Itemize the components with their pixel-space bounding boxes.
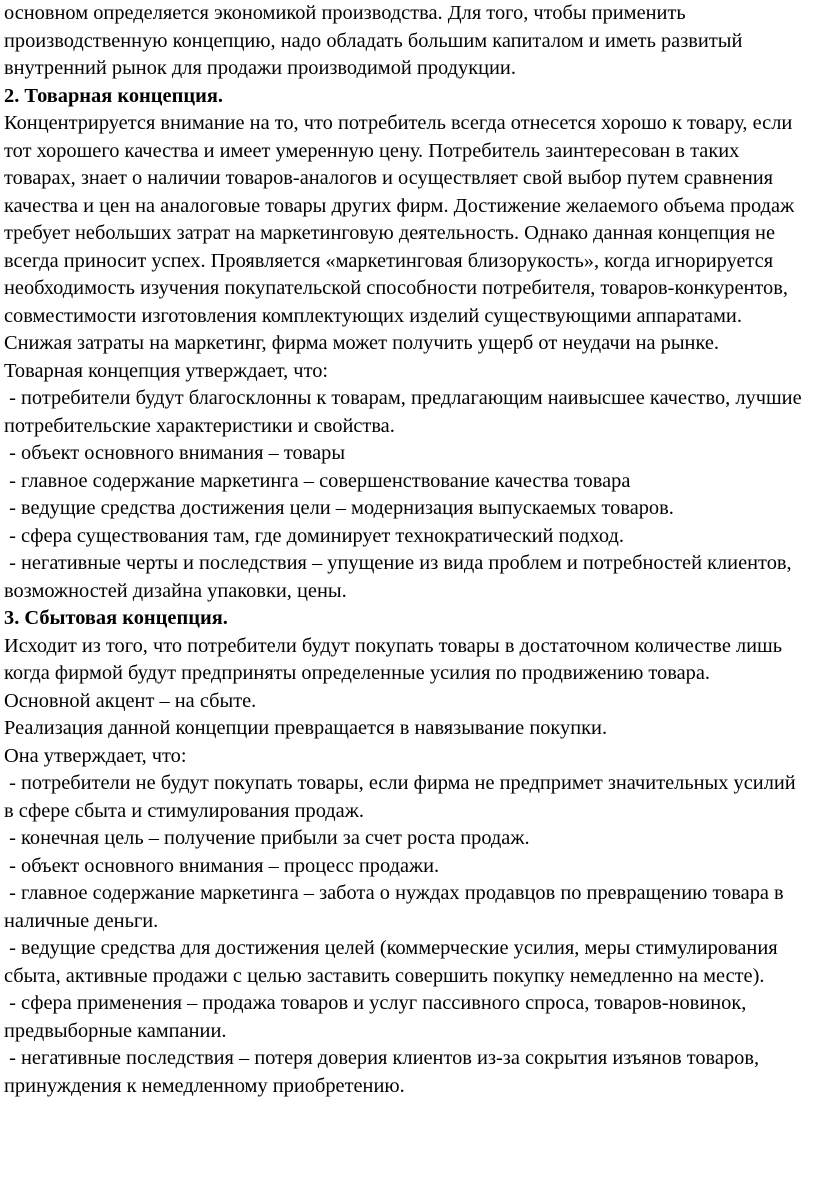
list-item: - негативные последствия – потеря доверия клиентов из-за сокрытия изъянов товаров, принуждения к немедленному приобретению. [4,1047,765,1097]
section-paragraph: Исходит из того, что потребители будут покупать товары в достаточном количестве лишь когда фирмой будут предприняты определенные усилия по продвижению товара. [4,634,783,684]
list-item: - ведущие средства для достижения целей (коммерческие усилия, меры стимулирования сбыта, активные продажи с целью заставить совершить покупку немедленно на месте). [4,937,783,987]
list-item: - главное содержание маркетинга – совершенствование качества товара [4,469,631,492]
list-item: - ведущие средства достижения цели – модернизация выпускаемых товаров. [4,497,674,519]
list-item: - объект основного внимания – процесс продажи. [4,854,440,877]
list-item: - главное содержание маркетинга – забота о нуждах продавцов по превращению товара в наличные деньги. [4,882,789,932]
section-heading: 3. Сбытовая концепция. [4,607,228,629]
section-paragraph: Концентрируется внимание на то, что потребитель всегда отнесется хорошо к товару, если тот хорошего качества и имеет умеренную цену. Потребитель заинтересован в таких товарах, знает о наличии товаров-аналогов и осуществляет свой выбор путем сравнения качества и цен на аналоговые товары других фирм. Достижение желаемого объема продаж требует небольших затрат на маркетинговую деятельность. Однако данная концепция не всегда приносит успех. Проявляется «маркетинговая близорукость», когда игнорируется необходимость изучения покупательской способности потребителя, товаров-конкурентов, совместимости изготовления комплектующих изделий существующими аппаратами. Снижая затраты на маркетинг, фирма может получить ущерб от неудачи на рынке. [4,112,795,354]
list-item: - сфера существования там, где доминирует технократический подход. [4,524,624,547]
list-item: - конечная цель – получение прибыли за счет роста продаж. [4,827,530,849]
section-heading: 2. Товарная концепция. [4,84,223,107]
section-sales-concept [4,605,810,1100]
intro-paragraph: основном определяется экономикой производства. Для того, чтобы применить производственную концепцию, надо обладать большим капиталом и иметь развитый внутренний рынок для продажи производимой продукции. [4,2,743,79]
section-product-concept [4,83,810,606]
list-item: - потребители будут благосклонны к товарам, предлагающим наивысшее качество, лучшие потребительские характеристики и свойства. [4,387,807,437]
list-item: - объект основного внимания – товары [4,442,346,464]
list-item: - потребители не будут покупать товары, если фирма не предпримет значительных усилий в сфере сбыта и стимулирования продаж. [4,772,801,822]
list-intro: Она утверждает, что: [4,744,187,767]
list-intro: Товарная концепция утверждает, что: [4,359,329,382]
section-line: Реализация данной концепции превращается в навязывание покупки. [4,717,608,739]
list-item: - негативные черты и последствия – упущение из вида проблем и потребностей клиентов, возможностей дизайна упаковки, цены. [4,552,797,602]
list-item: - сфера применения – продажа товаров и услуг пассивного спроса, товаров-новинок, предвыборные кампании. [4,992,752,1042]
section-line: Основной акцент – на сбыте. [4,689,257,712]
